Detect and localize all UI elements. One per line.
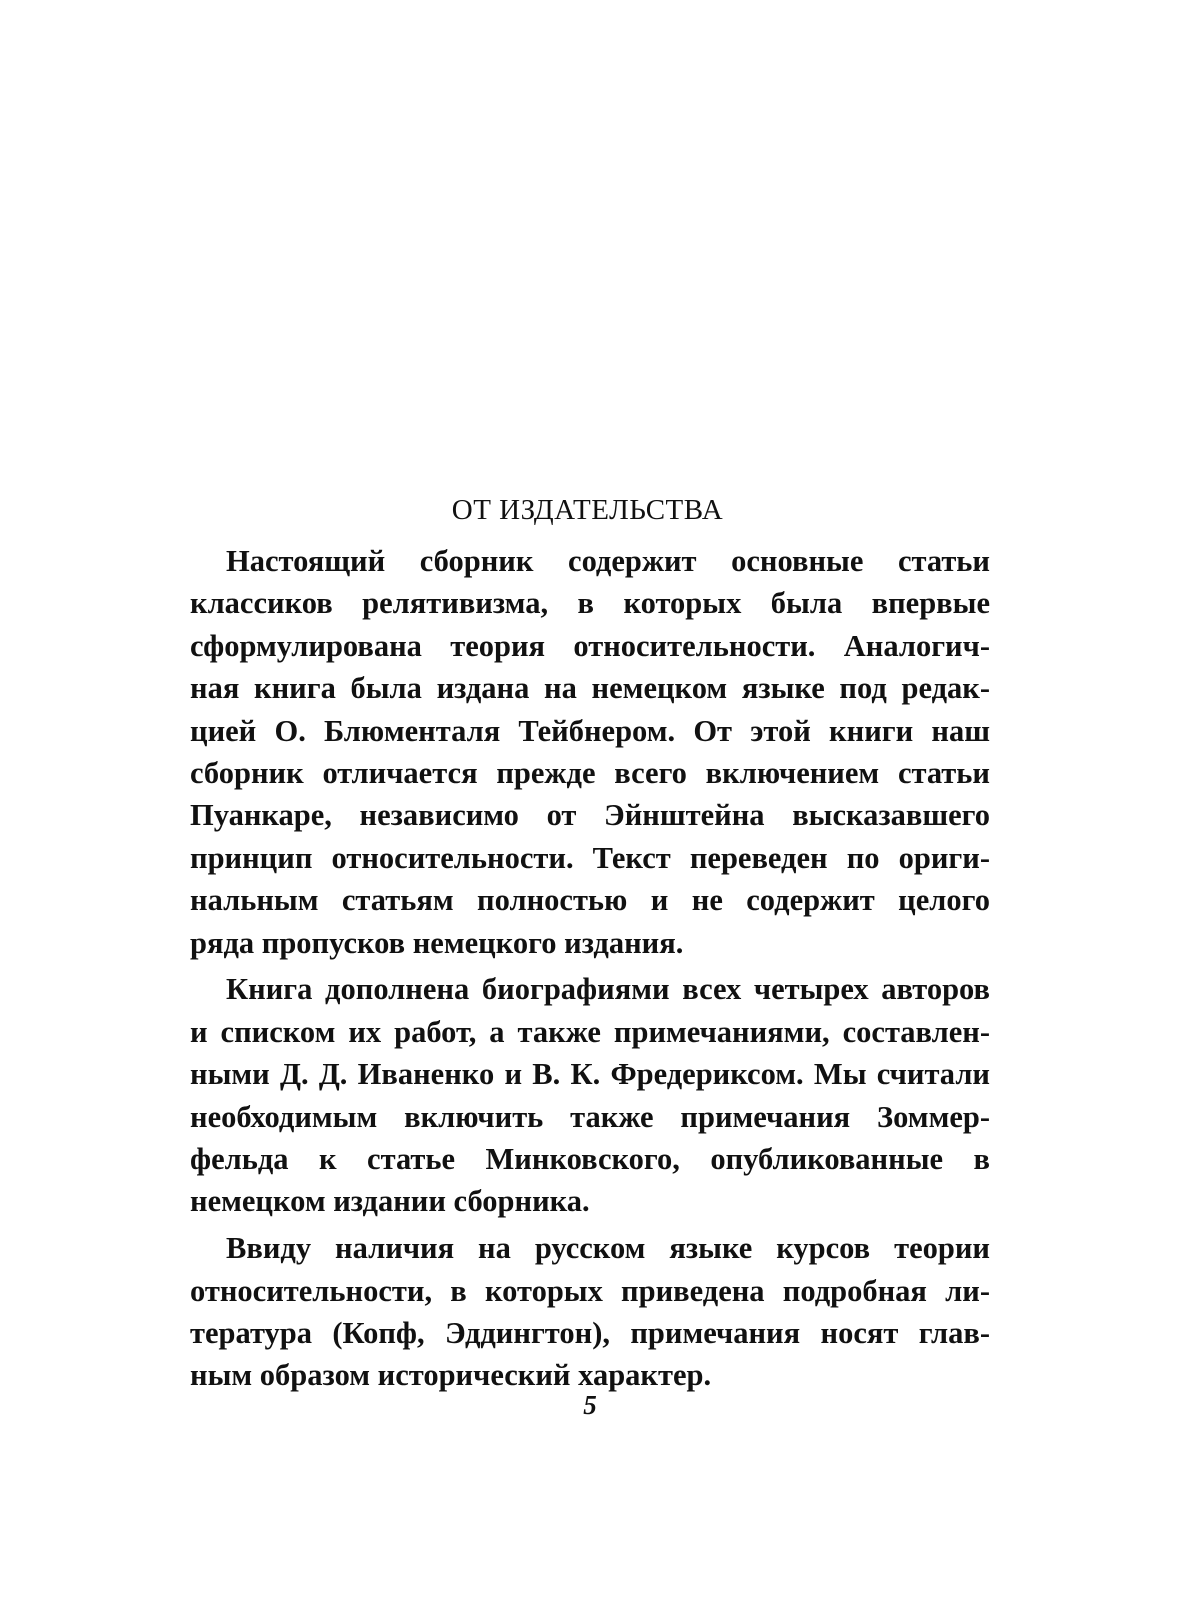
- paragraph-3: [190, 1227, 990, 1397]
- text-line: немецком издании сборника.: [190, 1184, 590, 1219]
- text-line: сформулирована теория относительности. Аналогич-: [190, 628, 990, 663]
- text-line: необходимым включить также примечания Зоммер-: [190, 1099, 990, 1134]
- preface-text: [190, 540, 990, 1397]
- text-line: Ввиду наличия на русском языке курсов теории: [226, 1231, 990, 1266]
- text-line: фельда к статье Минковского, опубликованные в: [190, 1141, 990, 1176]
- text-line: ряда пропусков немецкого издания.: [190, 925, 684, 960]
- text-line: цией О. Блюменталя Тейбнером. От этой книги наш: [190, 713, 990, 748]
- text-line: Настоящий сборник содержит основные статьи: [226, 544, 990, 578]
- text-line: сборник отличается прежде всего включением статьи: [190, 755, 990, 790]
- paragraph-1: [190, 540, 990, 964]
- text-line: относительности, в которых приведена подробная ли-: [190, 1273, 990, 1308]
- text-line: нальным статьям полностью и не содержит целого: [190, 883, 990, 918]
- text-line: ным образом исторический характер.: [190, 1358, 712, 1393]
- paragraph-2: [190, 968, 990, 1222]
- text-line: Пуанкаре, независимо от Эйнштейна высказавшего: [190, 798, 990, 833]
- text-line: ная книга была издана на немецком языке под редак-: [190, 671, 990, 706]
- section-heading: ОТ ИЗДАТЕЛЬСТВА: [451, 494, 724, 526]
- text-line: принцип относительности. Текст переведен по ориги-: [190, 840, 990, 875]
- page-number: 5: [583, 1390, 597, 1420]
- text-line: классиков релятивизма, в которых была впервые: [190, 586, 990, 621]
- text-line: и списком их работ, а также примечаниями, составлен-: [190, 1014, 990, 1049]
- text-line: ными Д. Д. Иваненко и В. К. Фредериксом. Мы считали: [190, 1057, 990, 1092]
- text-line: Книга дополнена биографиями всех четырех авторов: [226, 972, 990, 1007]
- text-line: тература (Копф, Эддингтон), примечания носят глав-: [190, 1316, 990, 1351]
